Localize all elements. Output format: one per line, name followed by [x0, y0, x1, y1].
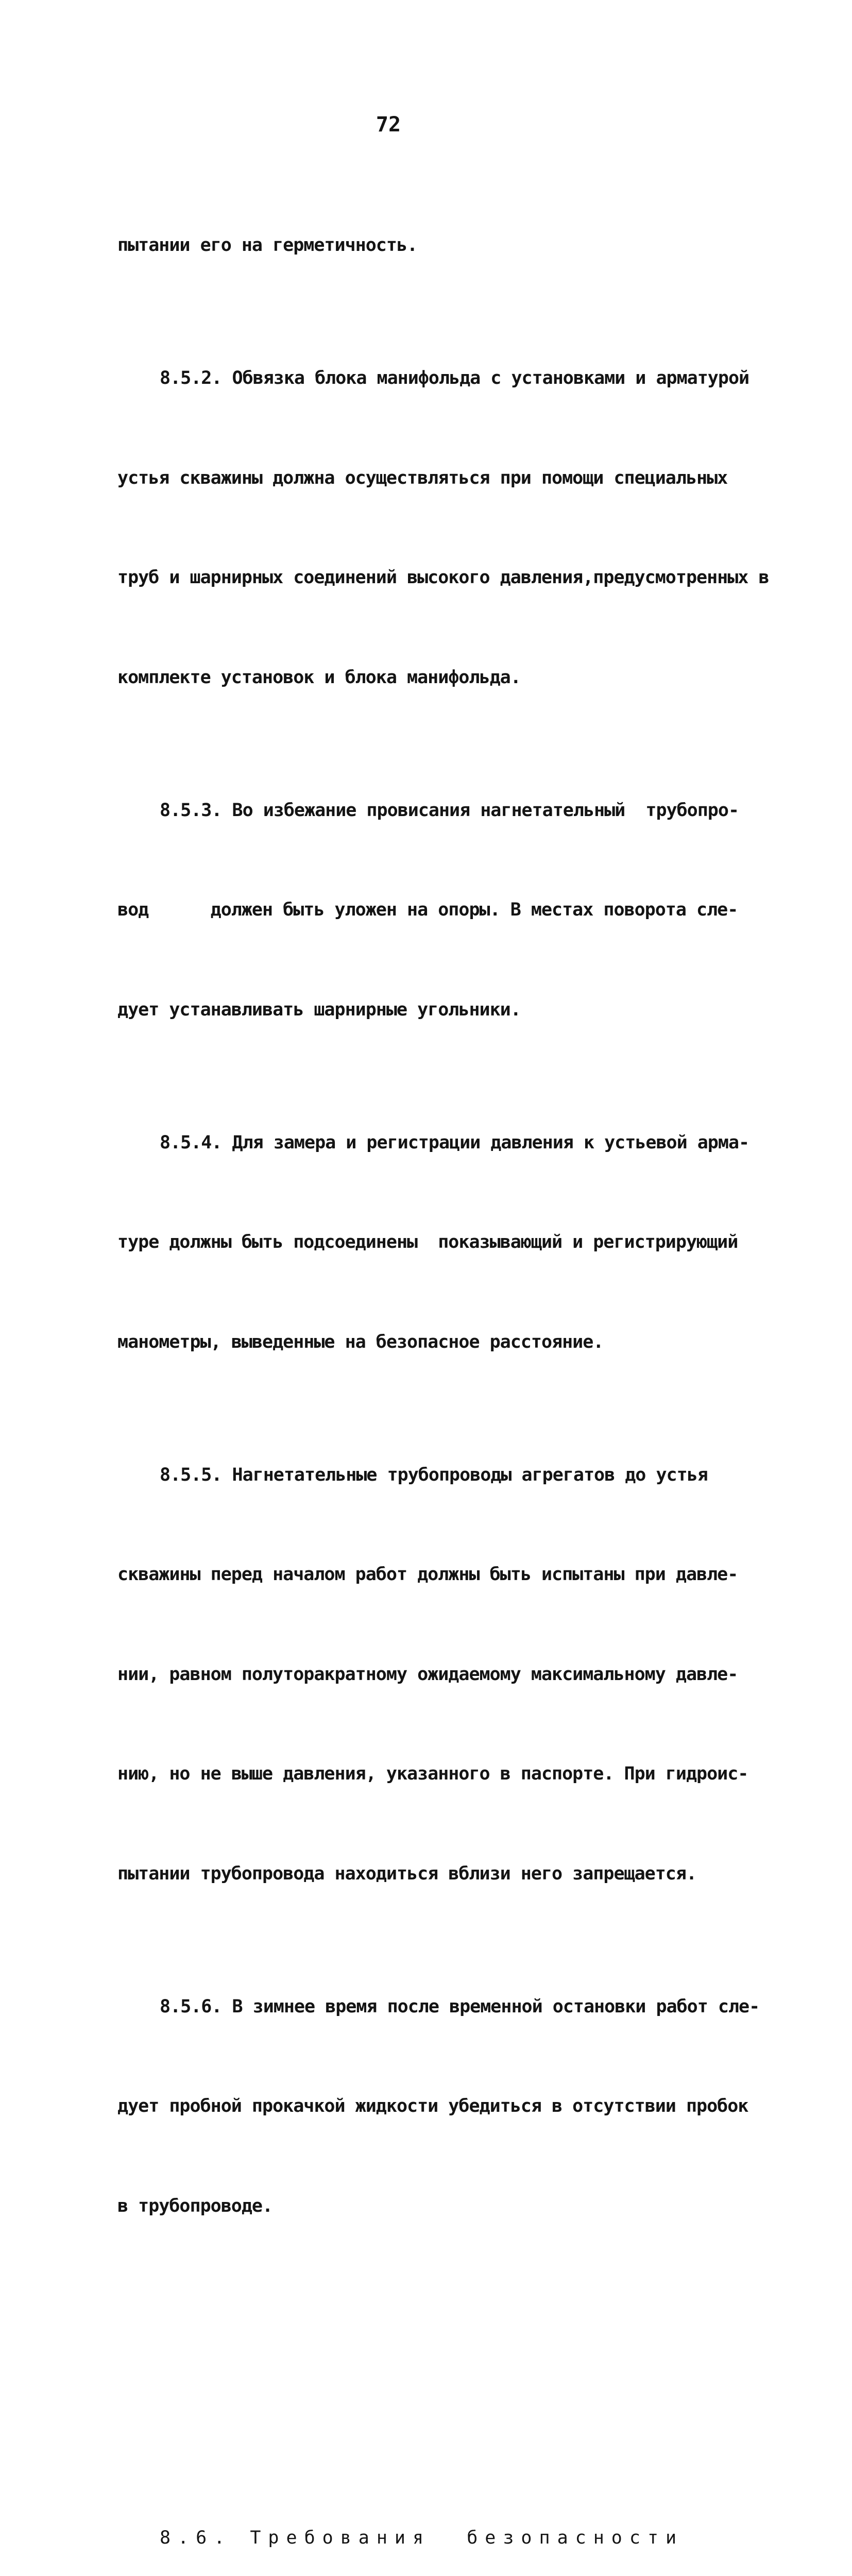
text-line: нии, равном полуторакратному ожидаемому максимальному давле- [117, 1664, 738, 1685]
text-line: комплекте установок и блока манифольда. [117, 667, 521, 688]
heading-line: 8.6. Требования безопасности [160, 2528, 684, 2548]
paragraph-8-5-6-line: 8.5.6. В зимнее время после временной остановки работ сле- [160, 1996, 760, 2017]
text-line: устья скважины должна осуществляться при помощи специальных [117, 467, 728, 488]
paragraph-8-5-2-line: 8.5.2. Обвязка блока манифольда с установками и арматурой [160, 368, 749, 388]
section-heading [117, 2455, 756, 2576]
paragraph-8-5-3-line: 8.5.3. Во избежание провисания нагнетательный трубопро- [160, 800, 739, 821]
document-body [117, 162, 769, 2576]
text-line: пытании его на герметичность. [117, 235, 418, 256]
text-line: манометры, выведенные на безопасное расстояние. [117, 1331, 604, 1352]
text-line: нию, но не выше давления, указанного в паспорте. При гидроис- [117, 1764, 748, 1784]
text-line: дует пробной прокачкой жидкости убедиться в отсутствии пробок [117, 2096, 748, 2116]
text-line: дует устанавливать шарнирные угольники. [117, 999, 521, 1020]
text-line: пытании трубопровода находиться вблизи него запрещается. [117, 1863, 697, 1884]
text-line: туре должны быть подсоединены показывающий и регистрирующий [117, 1232, 738, 1252]
text-line: скважины перед началом работ должны быть испытаны при давле- [117, 1564, 738, 1585]
paragraph-8-5-5-line: 8.5.5. Нагнетательные трубопроводы агрегатов до устья [160, 1464, 708, 1485]
page-number: 72 [376, 113, 401, 137]
text-line: вод должен быть уложен на опоры. В местах поворота сле- [117, 900, 738, 920]
text-line: труб и шарнирных соединений высокого давления,предусмотренных в [117, 567, 769, 588]
paragraph-8-5-4-line: 8.5.4. Для замера и регистрации давления к устьевой арма- [160, 1132, 749, 1153]
text-line: в трубопроводе. [117, 2195, 273, 2216]
